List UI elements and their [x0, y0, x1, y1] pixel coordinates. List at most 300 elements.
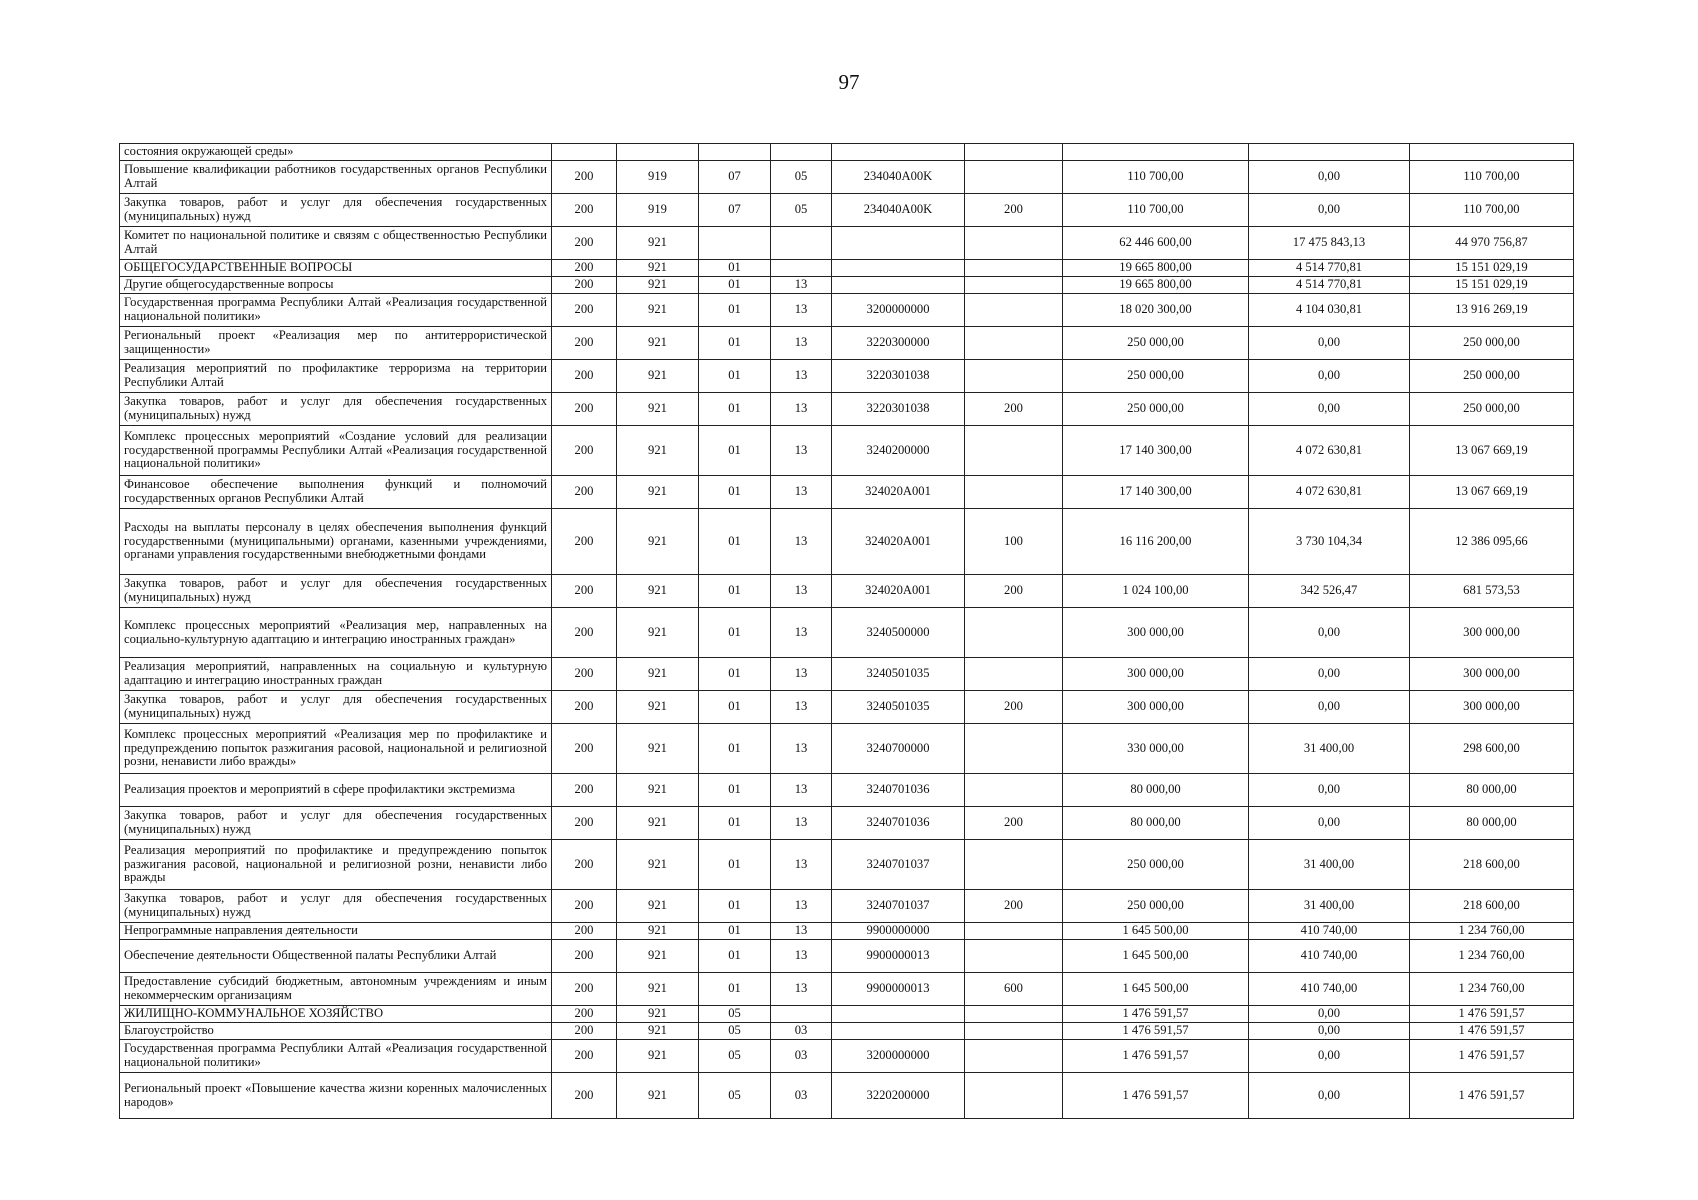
expense-type-cell [965, 724, 1063, 774]
ministry-code-cell: 919 [617, 161, 699, 194]
target-article-cell [832, 144, 965, 161]
target-article-cell: 9900000000 [832, 923, 965, 940]
row-name: Комплекс процессных мероприятий «Реализация мер по профилактике и предупреждению попыток разжигания расовой, национальной и религиозной розни, ненависти либо вражды» [120, 724, 552, 774]
target-article-cell: 234040A00K [832, 194, 965, 227]
section-code-cell: 07 [699, 194, 771, 227]
row-name: Повышение квалификации работников государственных органов Республики Алтай [120, 161, 552, 194]
code-cell: 200 [552, 509, 617, 575]
ministry-code-cell [617, 144, 699, 161]
expense-type-cell [965, 1040, 1063, 1073]
table-row [120, 1040, 1574, 1073]
expense-type-cell [965, 476, 1063, 509]
subsection-code-cell: 13 [771, 277, 832, 294]
target-article-cell: 9900000013 [832, 940, 965, 973]
code-cell: 200 [552, 691, 617, 724]
section-code-cell [699, 227, 771, 260]
expense-type-cell: 200 [965, 691, 1063, 724]
code-cell [552, 144, 617, 161]
row-name: ОБЩЕГОСУДАРСТВЕННЫЕ ВОПРОСЫ [120, 260, 552, 277]
table-row [120, 1006, 1574, 1023]
planned-amount-cell: 19 665 800,00 [1063, 277, 1249, 294]
table-row [120, 294, 1574, 327]
planned-amount-cell: 1 645 500,00 [1063, 940, 1249, 973]
executed-amount-cell: 31 400,00 [1249, 840, 1410, 890]
row-name: состояния окружающей среды» [120, 144, 552, 161]
executed-amount-cell: 0,00 [1249, 360, 1410, 393]
executed-amount-cell: 31 400,00 [1249, 724, 1410, 774]
subsection-code-cell: 13 [771, 940, 832, 973]
subsection-code-cell: 13 [771, 476, 832, 509]
executed-amount-cell: 0,00 [1249, 161, 1410, 194]
target-article-cell: 3220301038 [832, 360, 965, 393]
executed-amount-cell: 3 730 104,34 [1249, 509, 1410, 575]
row-name: Финансовое обеспечение выполнения функций и полномочий государственных органов Республики Алтай [120, 476, 552, 509]
target-article-cell [832, 1023, 965, 1040]
expense-type-cell [965, 608, 1063, 658]
executed-amount-cell: 0,00 [1249, 327, 1410, 360]
executed-amount-cell [1249, 144, 1410, 161]
remaining-amount-cell: 110 700,00 [1410, 161, 1574, 194]
section-code-cell: 01 [699, 360, 771, 393]
code-cell: 200 [552, 1023, 617, 1040]
target-article-cell: 3220200000 [832, 1073, 965, 1119]
section-code-cell: 01 [699, 890, 771, 923]
subsection-code-cell: 13 [771, 393, 832, 426]
code-cell: 200 [552, 890, 617, 923]
remaining-amount-cell: 1 234 760,00 [1410, 923, 1574, 940]
section-code-cell: 01 [699, 575, 771, 608]
remaining-amount-cell: 300 000,00 [1410, 658, 1574, 691]
remaining-amount-cell: 218 600,00 [1410, 890, 1574, 923]
target-article-cell: 324020A001 [832, 575, 965, 608]
executed-amount-cell: 0,00 [1249, 1023, 1410, 1040]
ministry-code-cell: 921 [617, 294, 699, 327]
expense-type-cell: 200 [965, 575, 1063, 608]
executed-amount-cell: 4 514 770,81 [1249, 260, 1410, 277]
ministry-code-cell: 919 [617, 194, 699, 227]
section-code-cell: 01 [699, 294, 771, 327]
executed-amount-cell: 4 514 770,81 [1249, 277, 1410, 294]
section-code-cell: 01 [699, 807, 771, 840]
row-name: Реализация мероприятий по профилактике и предупреждению попыток разжигания расовой, национальной и религиозной розни, ненависти либо вражды [120, 840, 552, 890]
section-code-cell: 05 [699, 1023, 771, 1040]
row-name: Реализация мероприятий, направленных на социальную и культурную адаптацию и интеграцию иностранных граждан [120, 658, 552, 691]
code-cell: 200 [552, 807, 617, 840]
subsection-code-cell: 13 [771, 294, 832, 327]
table-row [120, 509, 1574, 575]
target-article-cell [832, 277, 965, 294]
expense-type-cell [965, 277, 1063, 294]
executed-amount-cell: 0,00 [1249, 691, 1410, 724]
remaining-amount-cell: 250 000,00 [1410, 360, 1574, 393]
ministry-code-cell: 921 [617, 608, 699, 658]
target-article-cell: 3240701037 [832, 890, 965, 923]
code-cell: 200 [552, 327, 617, 360]
section-code-cell: 01 [699, 260, 771, 277]
planned-amount-cell: 1 476 591,57 [1063, 1006, 1249, 1023]
subsection-code-cell: 13 [771, 807, 832, 840]
table-row [120, 658, 1574, 691]
ministry-code-cell: 921 [617, 973, 699, 1006]
row-name: Государственная программа Республики Алтай «Реализация государственной национальной политики» [120, 294, 552, 327]
remaining-amount-cell: 1 234 760,00 [1410, 940, 1574, 973]
planned-amount-cell: 1 024 100,00 [1063, 575, 1249, 608]
ministry-code-cell: 921 [617, 724, 699, 774]
row-name: Региональный проект «Реализация мер по антитеррористической защищенности» [120, 327, 552, 360]
page-number: 97 [838, 70, 860, 94]
table-row [120, 575, 1574, 608]
table-row [120, 1023, 1574, 1040]
target-article-cell: 234040A00K [832, 161, 965, 194]
target-article-cell: 3240701036 [832, 807, 965, 840]
table-row [120, 1073, 1574, 1119]
planned-amount-cell: 110 700,00 [1063, 161, 1249, 194]
expense-type-cell [965, 227, 1063, 260]
subsection-code-cell [771, 227, 832, 260]
target-article-cell: 324020A001 [832, 476, 965, 509]
planned-amount-cell: 300 000,00 [1063, 658, 1249, 691]
section-code-cell: 01 [699, 923, 771, 940]
remaining-amount-cell: 1 476 591,57 [1410, 1073, 1574, 1119]
planned-amount-cell: 19 665 800,00 [1063, 260, 1249, 277]
table-row [120, 393, 1574, 426]
table-row [120, 724, 1574, 774]
planned-amount-cell: 80 000,00 [1063, 774, 1249, 807]
expense-type-cell [965, 923, 1063, 940]
section-code-cell: 05 [699, 1040, 771, 1073]
expense-type-cell [965, 360, 1063, 393]
ministry-code-cell: 921 [617, 227, 699, 260]
table-row [120, 327, 1574, 360]
code-cell: 200 [552, 1040, 617, 1073]
target-article-cell: 324020A001 [832, 509, 965, 575]
remaining-amount-cell: 218 600,00 [1410, 840, 1574, 890]
code-cell: 200 [552, 1073, 617, 1119]
table-row [120, 277, 1574, 294]
code-cell: 200 [552, 923, 617, 940]
section-code-cell: 07 [699, 161, 771, 194]
expense-type-cell [965, 426, 1063, 476]
row-name: Региональный проект «Повышение качества жизни коренных малочисленных народов» [120, 1073, 552, 1119]
row-name: Государственная программа Республики Алтай «Реализация государственной национальной политики» [120, 1040, 552, 1073]
expense-type-cell: 100 [965, 509, 1063, 575]
expense-type-cell: 200 [965, 807, 1063, 840]
ministry-code-cell: 921 [617, 1006, 699, 1023]
table-row [120, 476, 1574, 509]
code-cell: 200 [552, 426, 617, 476]
row-name: Комплекс процессных мероприятий «Создание условий для реализации государственной программы Республики Алтай «Реализация государственной национальной политики» [120, 426, 552, 476]
target-article-cell [832, 1006, 965, 1023]
planned-amount-cell: 18 020 300,00 [1063, 294, 1249, 327]
expense-type-cell [965, 774, 1063, 807]
code-cell: 200 [552, 227, 617, 260]
table-row [120, 940, 1574, 973]
section-code-cell: 01 [699, 691, 771, 724]
row-name: Комплекс процессных мероприятий «Реализация мер, направленных на социально-культурную адаптацию и интеграцию иностранных граждан» [120, 608, 552, 658]
ministry-code-cell: 921 [617, 774, 699, 807]
code-cell: 200 [552, 658, 617, 691]
expense-type-cell [965, 840, 1063, 890]
target-article-cell: 3240701037 [832, 840, 965, 890]
executed-amount-cell: 410 740,00 [1249, 923, 1410, 940]
remaining-amount-cell: 13 067 669,19 [1410, 476, 1574, 509]
row-name: Другие общегосударственные вопросы [120, 277, 552, 294]
planned-amount-cell: 1 645 500,00 [1063, 923, 1249, 940]
expense-type-cell [965, 260, 1063, 277]
planned-amount-cell: 250 000,00 [1063, 360, 1249, 393]
ministry-code-cell: 921 [617, 807, 699, 840]
remaining-amount-cell: 12 386 095,66 [1410, 509, 1574, 575]
subsection-code-cell: 13 [771, 575, 832, 608]
ministry-code-cell: 921 [617, 327, 699, 360]
row-name: Закупка товаров, работ и услуг для обеспечения государственных (муниципальных) нужд [120, 691, 552, 724]
ministry-code-cell: 921 [617, 426, 699, 476]
target-article-cell: 3240700000 [832, 724, 965, 774]
planned-amount-cell: 80 000,00 [1063, 807, 1249, 840]
table-row [120, 194, 1574, 227]
subsection-code-cell: 03 [771, 1073, 832, 1119]
ministry-code-cell: 921 [617, 476, 699, 509]
code-cell: 200 [552, 260, 617, 277]
code-cell: 200 [552, 608, 617, 658]
row-name: ЖИЛИЩНО-КОММУНАЛЬНОЕ ХОЗЯЙСТВО [120, 1006, 552, 1023]
ministry-code-cell: 921 [617, 1073, 699, 1119]
target-article-cell: 3240501035 [832, 658, 965, 691]
subsection-code-cell: 13 [771, 890, 832, 923]
subsection-code-cell: 03 [771, 1023, 832, 1040]
table-row [120, 227, 1574, 260]
section-code-cell: 01 [699, 426, 771, 476]
table-row [120, 426, 1574, 476]
table-row [120, 807, 1574, 840]
executed-amount-cell: 0,00 [1249, 608, 1410, 658]
executed-amount-cell: 4 072 630,81 [1249, 476, 1410, 509]
planned-amount-cell: 250 000,00 [1063, 393, 1249, 426]
executed-amount-cell: 0,00 [1249, 658, 1410, 691]
row-name: Непрограммные направления деятельности [120, 923, 552, 940]
section-code-cell: 01 [699, 327, 771, 360]
planned-amount-cell: 250 000,00 [1063, 890, 1249, 923]
planned-amount-cell [1063, 144, 1249, 161]
code-cell: 200 [552, 277, 617, 294]
row-name: Обеспечение деятельности Общественной палаты Республики Алтай [120, 940, 552, 973]
row-name: Закупка товаров, работ и услуг для обеспечения государственных (муниципальных) нужд [120, 890, 552, 923]
row-name: Предоставление субсидий бюджетным, автономным учреждениям и иным некоммерческим организациям [120, 973, 552, 1006]
executed-amount-cell: 4 072 630,81 [1249, 426, 1410, 476]
row-name: Закупка товаров, работ и услуг для обеспечения государственных (муниципальных) нужд [120, 393, 552, 426]
table-row [120, 691, 1574, 724]
target-article-cell: 9900000013 [832, 973, 965, 1006]
target-article-cell [832, 260, 965, 277]
planned-amount-cell: 1 476 591,57 [1063, 1023, 1249, 1040]
subsection-code-cell: 03 [771, 1040, 832, 1073]
subsection-code-cell: 13 [771, 327, 832, 360]
executed-amount-cell: 31 400,00 [1249, 890, 1410, 923]
ministry-code-cell: 921 [617, 277, 699, 294]
planned-amount-cell: 1 645 500,00 [1063, 973, 1249, 1006]
ministry-code-cell: 921 [617, 1023, 699, 1040]
code-cell: 200 [552, 476, 617, 509]
subsection-code-cell: 13 [771, 608, 832, 658]
remaining-amount-cell: 300 000,00 [1410, 691, 1574, 724]
target-article-cell: 3220301038 [832, 393, 965, 426]
subsection-code-cell: 13 [771, 973, 832, 1006]
expense-type-cell: 600 [965, 973, 1063, 1006]
table-row [120, 608, 1574, 658]
section-code-cell [699, 144, 771, 161]
section-code-cell: 01 [699, 724, 771, 774]
subsection-code-cell: 13 [771, 509, 832, 575]
planned-amount-cell: 1 476 591,57 [1063, 1073, 1249, 1119]
ministry-code-cell: 921 [617, 890, 699, 923]
row-name: Закупка товаров, работ и услуг для обеспечения государственных (муниципальных) нужд [120, 807, 552, 840]
code-cell: 200 [552, 161, 617, 194]
executed-amount-cell: 0,00 [1249, 194, 1410, 227]
remaining-amount-cell: 44 970 756,87 [1410, 227, 1574, 260]
table-row [120, 840, 1574, 890]
table-row [120, 973, 1574, 1006]
planned-amount-cell: 250 000,00 [1063, 327, 1249, 360]
planned-amount-cell: 300 000,00 [1063, 608, 1249, 658]
target-article-cell: 3240500000 [832, 608, 965, 658]
code-cell: 200 [552, 774, 617, 807]
remaining-amount-cell: 13 916 269,19 [1410, 294, 1574, 327]
section-code-cell: 01 [699, 393, 771, 426]
executed-amount-cell: 0,00 [1249, 1040, 1410, 1073]
expense-type-cell [965, 940, 1063, 973]
executed-amount-cell: 342 526,47 [1249, 575, 1410, 608]
subsection-code-cell [771, 144, 832, 161]
code-cell: 200 [552, 1006, 617, 1023]
expense-type-cell [965, 1073, 1063, 1119]
subsection-code-cell: 13 [771, 658, 832, 691]
ministry-code-cell: 921 [617, 923, 699, 940]
table-row [120, 260, 1574, 277]
section-code-cell: 01 [699, 608, 771, 658]
planned-amount-cell: 300 000,00 [1063, 691, 1249, 724]
remaining-amount-cell: 250 000,00 [1410, 327, 1574, 360]
row-name: Расходы на выплаты персоналу в целях обеспечения выполнения функций государственными (муниципальными) органами, казенными учреждениями, органами управления государственными внебюджетными фондами [120, 509, 552, 575]
executed-amount-cell: 0,00 [1249, 1073, 1410, 1119]
remaining-amount-cell: 681 573,53 [1410, 575, 1574, 608]
table-row [120, 890, 1574, 923]
subsection-code-cell: 13 [771, 724, 832, 774]
remaining-amount-cell: 1 476 591,57 [1410, 1040, 1574, 1073]
executed-amount-cell: 17 475 843,13 [1249, 227, 1410, 260]
ministry-code-cell: 921 [617, 260, 699, 277]
remaining-amount-cell: 15 151 029,19 [1410, 260, 1574, 277]
section-code-cell: 01 [699, 973, 771, 1006]
row-name: Реализация мероприятий по профилактике терроризма на территории Республики Алтай [120, 360, 552, 393]
planned-amount-cell: 250 000,00 [1063, 840, 1249, 890]
remaining-amount-cell: 80 000,00 [1410, 774, 1574, 807]
subsection-code-cell: 13 [771, 840, 832, 890]
section-code-cell: 01 [699, 476, 771, 509]
section-code-cell: 05 [699, 1073, 771, 1119]
subsection-code-cell: 05 [771, 194, 832, 227]
target-article-cell: 3240200000 [832, 426, 965, 476]
expense-type-cell [965, 161, 1063, 194]
executed-amount-cell: 410 740,00 [1249, 973, 1410, 1006]
code-cell: 200 [552, 575, 617, 608]
executed-amount-cell: 0,00 [1249, 393, 1410, 426]
expense-type-cell [965, 1006, 1063, 1023]
planned-amount-cell: 17 140 300,00 [1063, 476, 1249, 509]
table-row [120, 360, 1574, 393]
row-name: Закупка товаров, работ и услуг для обеспечения государственных (муниципальных) нужд [120, 194, 552, 227]
code-cell: 200 [552, 360, 617, 393]
expense-type-cell: 200 [965, 194, 1063, 227]
table-row [120, 144, 1574, 161]
subsection-code-cell: 13 [771, 360, 832, 393]
executed-amount-cell: 0,00 [1249, 1006, 1410, 1023]
remaining-amount-cell [1410, 144, 1574, 161]
row-name: Комитет по национальной политике и связям с общественностью Республики Алтай [120, 227, 552, 260]
section-code-cell: 01 [699, 509, 771, 575]
subsection-code-cell: 13 [771, 691, 832, 724]
planned-amount-cell: 17 140 300,00 [1063, 426, 1249, 476]
row-name: Благоустройство [120, 1023, 552, 1040]
expense-type-cell [965, 658, 1063, 691]
remaining-amount-cell: 250 000,00 [1410, 393, 1574, 426]
code-cell: 200 [552, 724, 617, 774]
code-cell: 200 [552, 294, 617, 327]
planned-amount-cell: 1 476 591,57 [1063, 1040, 1249, 1073]
planned-amount-cell: 16 116 200,00 [1063, 509, 1249, 575]
executed-amount-cell: 0,00 [1249, 774, 1410, 807]
section-code-cell: 01 [699, 774, 771, 807]
ministry-code-cell: 921 [617, 360, 699, 393]
target-article-cell: 3220300000 [832, 327, 965, 360]
target-article-cell: 3200000000 [832, 1040, 965, 1073]
expense-type-cell [965, 144, 1063, 161]
remaining-amount-cell: 13 067 669,19 [1410, 426, 1574, 476]
code-cell: 200 [552, 940, 617, 973]
code-cell: 200 [552, 393, 617, 426]
remaining-amount-cell: 15 151 029,19 [1410, 277, 1574, 294]
planned-amount-cell: 110 700,00 [1063, 194, 1249, 227]
target-article-cell: 3240501035 [832, 691, 965, 724]
planned-amount-cell: 330 000,00 [1063, 724, 1249, 774]
section-code-cell: 01 [699, 277, 771, 294]
ministry-code-cell: 921 [617, 1040, 699, 1073]
executed-amount-cell: 410 740,00 [1249, 940, 1410, 973]
subsection-code-cell [771, 1006, 832, 1023]
expense-type-cell [965, 327, 1063, 360]
target-article-cell: 3200000000 [832, 294, 965, 327]
table-row [120, 774, 1574, 807]
ministry-code-cell: 921 [617, 575, 699, 608]
expense-type-cell: 200 [965, 393, 1063, 426]
budget-table [119, 143, 1574, 1119]
code-cell: 200 [552, 840, 617, 890]
ministry-code-cell: 921 [617, 658, 699, 691]
section-code-cell: 05 [699, 1006, 771, 1023]
ministry-code-cell: 921 [617, 840, 699, 890]
ministry-code-cell: 921 [617, 940, 699, 973]
row-name: Реализация проектов и мероприятий в сфере профилактики экстремизма [120, 774, 552, 807]
remaining-amount-cell: 1 476 591,57 [1410, 1006, 1574, 1023]
subsection-code-cell: 13 [771, 426, 832, 476]
remaining-amount-cell: 110 700,00 [1410, 194, 1574, 227]
ministry-code-cell: 921 [617, 393, 699, 426]
remaining-amount-cell: 1 476 591,57 [1410, 1023, 1574, 1040]
section-code-cell: 01 [699, 840, 771, 890]
expense-type-cell [965, 1023, 1063, 1040]
subsection-code-cell: 05 [771, 161, 832, 194]
subsection-code-cell: 13 [771, 923, 832, 940]
remaining-amount-cell: 80 000,00 [1410, 807, 1574, 840]
